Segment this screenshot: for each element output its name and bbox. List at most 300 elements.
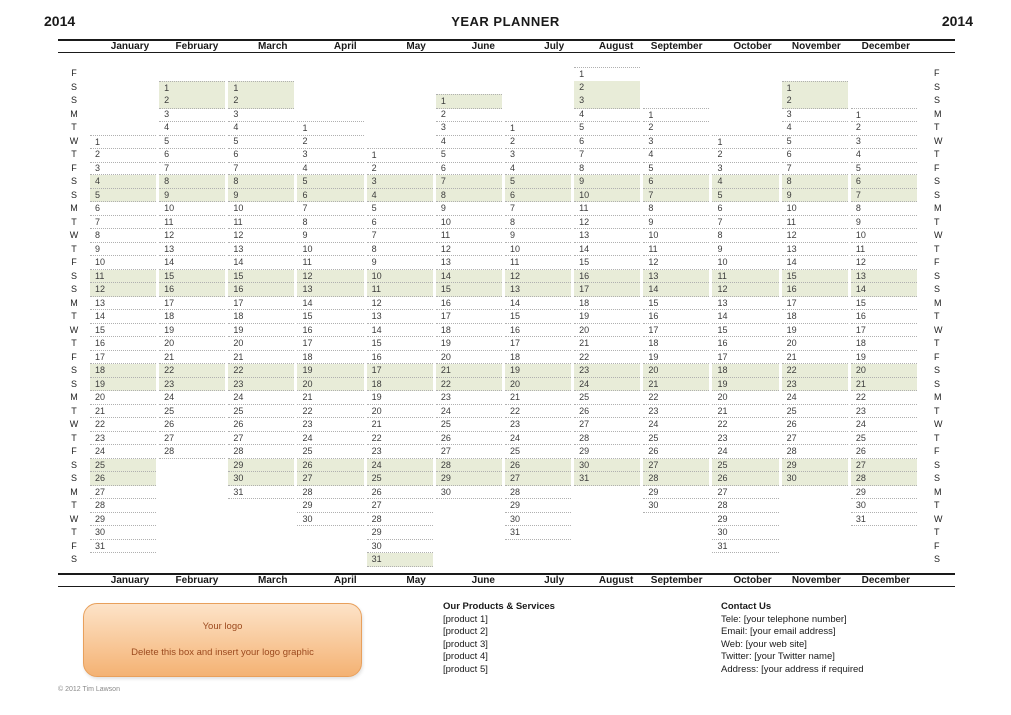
- month-cell: [297, 526, 366, 540]
- month-cell: [712, 378, 781, 392]
- date-cell: 29: [297, 499, 363, 513]
- date-cell: 6: [505, 189, 571, 203]
- day-letter-right: F: [933, 162, 940, 173]
- month-cell: [574, 256, 643, 270]
- month-cell: [782, 418, 851, 432]
- month-cell: [782, 486, 851, 500]
- date-cell: 15: [782, 270, 848, 284]
- planner-row: [58, 256, 955, 270]
- month-header-row-bottom: [58, 573, 955, 587]
- date-cell: 29: [782, 459, 848, 473]
- date-cell: 6: [574, 135, 640, 150]
- date-cell: 13: [297, 283, 363, 297]
- date-cell: 28: [782, 445, 848, 459]
- date-cell: 26: [712, 472, 778, 486]
- month-cell: [297, 486, 366, 500]
- month-cell: [228, 283, 297, 297]
- year-label-right: 2014: [941, 13, 973, 29]
- logo-placeholder-title: Your logo: [202, 621, 243, 632]
- month-cell: [782, 432, 851, 446]
- month-cell: [90, 202, 159, 216]
- date-cell: 25: [367, 472, 433, 486]
- month-cell: [367, 337, 436, 351]
- date-cell: 20: [297, 378, 363, 392]
- month-cell: [90, 364, 159, 378]
- month-cell: [228, 310, 297, 324]
- month-cell: [782, 243, 851, 257]
- empty-cell: [367, 81, 433, 96]
- month-cell: [851, 472, 920, 486]
- date-cell: 30: [643, 499, 709, 513]
- products-services-block: [443, 601, 555, 677]
- date-cell: 5: [643, 162, 709, 176]
- month-cell: [643, 270, 712, 284]
- date-cell: 2: [782, 94, 848, 109]
- month-cell: [712, 162, 781, 176]
- empty-cell: [643, 540, 709, 554]
- month-cell: [712, 108, 781, 123]
- day-letter-left: M: [70, 392, 78, 402]
- month-cell: [505, 81, 574, 96]
- empty-cell: [851, 553, 917, 567]
- month-cell: [159, 297, 228, 311]
- month-cell: [712, 324, 781, 338]
- month-cell: [436, 526, 505, 540]
- month-label-june: June: [471, 41, 495, 52]
- date-cell: 21: [643, 378, 709, 392]
- month-cell: [436, 216, 505, 230]
- date-cell: 8: [851, 202, 917, 216]
- date-cell: 8: [159, 175, 225, 189]
- date-cell: 28: [643, 472, 709, 486]
- date-cell: 22: [297, 405, 363, 419]
- day-letter-left: T: [71, 338, 77, 348]
- year-label-left: 2014: [44, 13, 76, 29]
- month-cell: [851, 432, 920, 446]
- date-cell: 4: [643, 148, 709, 163]
- month-cell: [782, 391, 851, 405]
- month-cell: [436, 202, 505, 216]
- date-cell: 5: [851, 162, 917, 176]
- month-cell: [712, 135, 781, 150]
- planner-row: [58, 283, 955, 297]
- date-cell: 21: [436, 364, 502, 378]
- month-cell: [159, 405, 228, 419]
- date-cell: 12: [159, 229, 225, 243]
- month-cell: [90, 540, 159, 554]
- empty-cell: [643, 513, 709, 527]
- month-cell: [712, 364, 781, 378]
- planner-row: [58, 432, 955, 446]
- month-cell: [851, 405, 920, 419]
- planner-row: [58, 472, 955, 486]
- month-cell: [367, 405, 436, 419]
- date-cell: 23: [782, 378, 848, 392]
- month-cell: [643, 432, 712, 446]
- date-cell: 9: [367, 256, 433, 270]
- planner-row: [58, 351, 955, 365]
- empty-cell: [367, 94, 433, 109]
- month-cell: [574, 81, 643, 96]
- month-cell: [159, 310, 228, 324]
- month-cell: [851, 270, 920, 284]
- date-cell: 1: [782, 81, 848, 96]
- contact-us-block: [721, 601, 864, 677]
- date-cell: 12: [505, 270, 571, 284]
- empty-cell: [297, 81, 363, 96]
- date-cell: 28: [228, 445, 294, 459]
- month-cell: [712, 337, 781, 351]
- month-cell: [367, 94, 436, 109]
- month-cell: [90, 324, 159, 338]
- month-cell: [712, 418, 781, 432]
- month-cell: [228, 513, 297, 527]
- date-cell: 10: [574, 189, 640, 203]
- month-cell: [367, 540, 436, 554]
- date-cell: 18: [851, 337, 917, 351]
- empty-cell: [505, 540, 571, 554]
- date-cell: 27: [712, 486, 778, 500]
- month-label-september: September: [650, 574, 703, 586]
- month-cell: [851, 121, 920, 136]
- day-letter-left: M: [70, 297, 78, 308]
- date-cell: 7: [712, 216, 778, 230]
- date-cell: 6: [228, 148, 294, 163]
- empty-cell: [90, 67, 156, 82]
- day-letter-left: S: [70, 459, 77, 470]
- date-cell: 5: [228, 135, 294, 150]
- month-label-january: January: [110, 574, 150, 586]
- month-cell: [159, 283, 228, 297]
- month-cell: [436, 310, 505, 324]
- month-cell: [505, 108, 574, 123]
- empty-cell: [574, 513, 640, 527]
- month-cell: [574, 148, 643, 163]
- date-cell: 20: [782, 337, 848, 351]
- month-cell: [643, 175, 712, 189]
- month-cell: [367, 108, 436, 123]
- month-cell: [297, 351, 366, 365]
- month-cell: [851, 445, 920, 459]
- day-letter-right: S: [933, 176, 940, 186]
- month-cell: [782, 256, 851, 270]
- month-cell: [505, 526, 574, 540]
- month-cell: [574, 189, 643, 203]
- date-cell: 7: [90, 216, 156, 230]
- date-cell: 17: [643, 324, 709, 338]
- day-letter-left: W: [69, 230, 79, 240]
- date-cell: 19: [367, 391, 433, 405]
- date-cell: 21: [851, 378, 917, 392]
- empty-cell: [367, 121, 433, 136]
- date-cell: 24: [643, 418, 709, 432]
- date-cell: 11: [643, 243, 709, 257]
- date-cell: 12: [367, 297, 433, 311]
- month-cell: [159, 445, 228, 459]
- date-cell: 23: [159, 378, 225, 392]
- month-cell: [228, 175, 297, 189]
- month-cell: [851, 297, 920, 311]
- date-cell: 29: [643, 486, 709, 500]
- month-cell: [90, 243, 159, 257]
- month-label-august: August: [598, 574, 634, 586]
- month-cell: [297, 445, 366, 459]
- month-cell: [851, 513, 920, 527]
- empty-cell: [436, 67, 502, 82]
- date-cell: 23: [851, 405, 917, 419]
- day-letter-left: T: [71, 243, 77, 254]
- month-cell: [159, 243, 228, 257]
- day-letter-left: F: [71, 68, 77, 78]
- month-cell: [851, 175, 920, 189]
- date-cell: 15: [159, 270, 225, 284]
- month-cell: [228, 243, 297, 257]
- month-cell: [505, 486, 574, 500]
- month-cell: [228, 148, 297, 163]
- month-cell: [367, 513, 436, 527]
- day-letter-right: W: [933, 419, 943, 429]
- date-cell: 6: [90, 202, 156, 216]
- date-cell: 29: [367, 526, 433, 540]
- date-cell: 25: [851, 432, 917, 446]
- month-cell: [159, 351, 228, 365]
- month-cell: [436, 540, 505, 554]
- month-cell: [159, 391, 228, 405]
- date-cell: 4: [782, 121, 848, 136]
- day-letter-left: F: [71, 162, 77, 173]
- date-cell: 8: [436, 189, 502, 203]
- empty-cell: [90, 81, 156, 96]
- date-cell: 9: [159, 189, 225, 203]
- month-cell: [436, 486, 505, 500]
- month-cell: [297, 175, 366, 189]
- date-cell: 19: [436, 337, 502, 351]
- month-cell: [851, 81, 920, 96]
- empty-cell: [228, 513, 294, 527]
- month-cell: [297, 405, 366, 419]
- empty-cell: [851, 81, 917, 96]
- month-cell: [782, 526, 851, 540]
- month-cell: [436, 499, 505, 513]
- date-cell: 1: [436, 94, 502, 109]
- month-cell: [574, 67, 643, 82]
- date-cell: 15: [228, 270, 294, 284]
- month-cell: [782, 270, 851, 284]
- month-cell: [90, 189, 159, 203]
- planner-row: [58, 94, 955, 108]
- date-cell: 14: [643, 283, 709, 297]
- date-cell: 22: [505, 405, 571, 419]
- date-cell: 12: [228, 229, 294, 243]
- month-cell: [159, 94, 228, 109]
- date-cell: 23: [574, 364, 640, 378]
- month-cell: [643, 364, 712, 378]
- date-cell: 11: [712, 270, 778, 284]
- empty-cell: [643, 67, 709, 82]
- day-letter-right: T: [933, 432, 940, 443]
- empty-cell: [643, 553, 709, 567]
- product-item: [product 2]: [443, 626, 488, 638]
- empty-cell: [712, 94, 778, 109]
- month-cell: [159, 418, 228, 432]
- month-cell: [574, 297, 643, 311]
- month-cell: [436, 135, 505, 150]
- month-cell: [367, 486, 436, 500]
- month-cell: [643, 324, 712, 338]
- planner-row: [58, 378, 955, 392]
- month-cell: [643, 297, 712, 311]
- month-cell: [228, 378, 297, 392]
- month-cell: [643, 121, 712, 136]
- month-cell: [712, 121, 781, 136]
- date-cell: 20: [712, 391, 778, 405]
- date-cell: 27: [297, 472, 363, 486]
- month-cell: [436, 378, 505, 392]
- date-cell: 6: [782, 148, 848, 163]
- month-cell: [297, 270, 366, 284]
- date-cell: 25: [228, 405, 294, 419]
- month-cell: [159, 121, 228, 136]
- date-cell: 27: [782, 432, 848, 446]
- month-cell: [436, 364, 505, 378]
- month-label-march: March: [258, 41, 288, 52]
- month-cell: [90, 256, 159, 270]
- month-cell: [782, 324, 851, 338]
- month-cell: [90, 229, 159, 243]
- date-cell: 21: [159, 351, 225, 365]
- month-cell: [574, 337, 643, 351]
- empty-cell: [367, 108, 433, 123]
- date-cell: 14: [712, 310, 778, 324]
- date-cell: 2: [574, 81, 640, 96]
- month-cell: [159, 486, 228, 500]
- month-cell: [782, 189, 851, 203]
- month-cell: [90, 486, 159, 500]
- day-letter-left: S: [70, 270, 77, 281]
- date-cell: 6: [712, 202, 778, 216]
- empty-cell: [782, 540, 848, 554]
- date-cell: 9: [436, 202, 502, 216]
- month-cell: [367, 162, 436, 176]
- month-cell: [782, 472, 851, 486]
- planner-row: [58, 459, 955, 473]
- date-cell: 30: [712, 526, 778, 540]
- date-cell: 1: [851, 108, 917, 123]
- date-cell: 8: [297, 216, 363, 230]
- date-cell: 16: [159, 283, 225, 297]
- day-letter-left: F: [71, 540, 77, 551]
- month-label-july: July: [544, 574, 565, 586]
- date-cell: 24: [228, 391, 294, 405]
- date-cell: 12: [436, 243, 502, 257]
- empty-cell: [228, 67, 294, 82]
- date-cell: 28: [159, 445, 225, 459]
- date-cell: 19: [643, 351, 709, 365]
- month-cell: [228, 121, 297, 136]
- date-cell: 28: [297, 486, 363, 500]
- day-letter-left: T: [71, 500, 77, 510]
- date-cell: 22: [159, 364, 225, 378]
- empty-cell: [436, 540, 502, 554]
- month-cell: [228, 94, 297, 109]
- month-cell: [505, 135, 574, 150]
- month-cell: [782, 121, 851, 136]
- date-cell: 3: [436, 121, 502, 136]
- month-cell: [574, 445, 643, 459]
- planner-row: [58, 486, 955, 500]
- date-cell: 26: [367, 486, 433, 500]
- day-letter-right: S: [933, 459, 940, 470]
- day-letter-left: S: [70, 378, 77, 389]
- date-cell: 24: [851, 418, 917, 432]
- date-cell: 16: [228, 283, 294, 297]
- planner-row: [58, 67, 955, 81]
- empty-cell: [505, 81, 571, 96]
- date-cell: 4: [159, 121, 225, 136]
- month-cell: [712, 499, 781, 513]
- date-cell: 11: [159, 216, 225, 230]
- month-cell: [851, 553, 920, 567]
- date-cell: 29: [228, 459, 294, 473]
- date-cell: 13: [574, 229, 640, 243]
- date-cell: 11: [228, 216, 294, 230]
- month-cell: [159, 364, 228, 378]
- planner-row: [58, 310, 955, 324]
- month-cell: [367, 189, 436, 203]
- month-cell: [367, 364, 436, 378]
- date-cell: 29: [436, 472, 502, 486]
- month-cell: [643, 243, 712, 257]
- month-cell: [643, 216, 712, 230]
- month-cell: [90, 351, 159, 365]
- month-cell: [159, 108, 228, 123]
- date-cell: 20: [505, 378, 571, 392]
- date-cell: 26: [159, 418, 225, 432]
- month-cell: [643, 513, 712, 527]
- date-cell: 22: [228, 364, 294, 378]
- month-cell: [90, 148, 159, 163]
- empty-cell: [297, 553, 363, 567]
- planner-row: [58, 270, 955, 284]
- date-cell: 14: [367, 324, 433, 338]
- date-cell: 10: [90, 256, 156, 270]
- date-cell: 15: [297, 310, 363, 324]
- month-cell: [159, 540, 228, 554]
- date-cell: 28: [505, 486, 571, 500]
- month-cell: [712, 189, 781, 203]
- date-cell: 21: [505, 391, 571, 405]
- month-cell: [436, 175, 505, 189]
- month-cell: [367, 418, 436, 432]
- date-cell: 10: [297, 243, 363, 257]
- date-cell: 29: [851, 486, 917, 500]
- product-item: [product 4]: [443, 651, 488, 663]
- month-cell: [505, 459, 574, 473]
- month-cell: [505, 378, 574, 392]
- contact-line: Web: [your web site]: [721, 638, 807, 650]
- month-cell: [297, 202, 366, 216]
- contact-line: Email: [your email address]: [721, 626, 836, 638]
- month-cell: [297, 94, 366, 109]
- month-label-january: January: [110, 41, 150, 52]
- month-cell: [505, 364, 574, 378]
- date-cell: 4: [712, 175, 778, 189]
- planner-row: [58, 364, 955, 378]
- month-cell: [782, 553, 851, 567]
- month-cell: [90, 526, 159, 540]
- month-cell: [574, 162, 643, 176]
- day-letter-right: W: [933, 513, 943, 524]
